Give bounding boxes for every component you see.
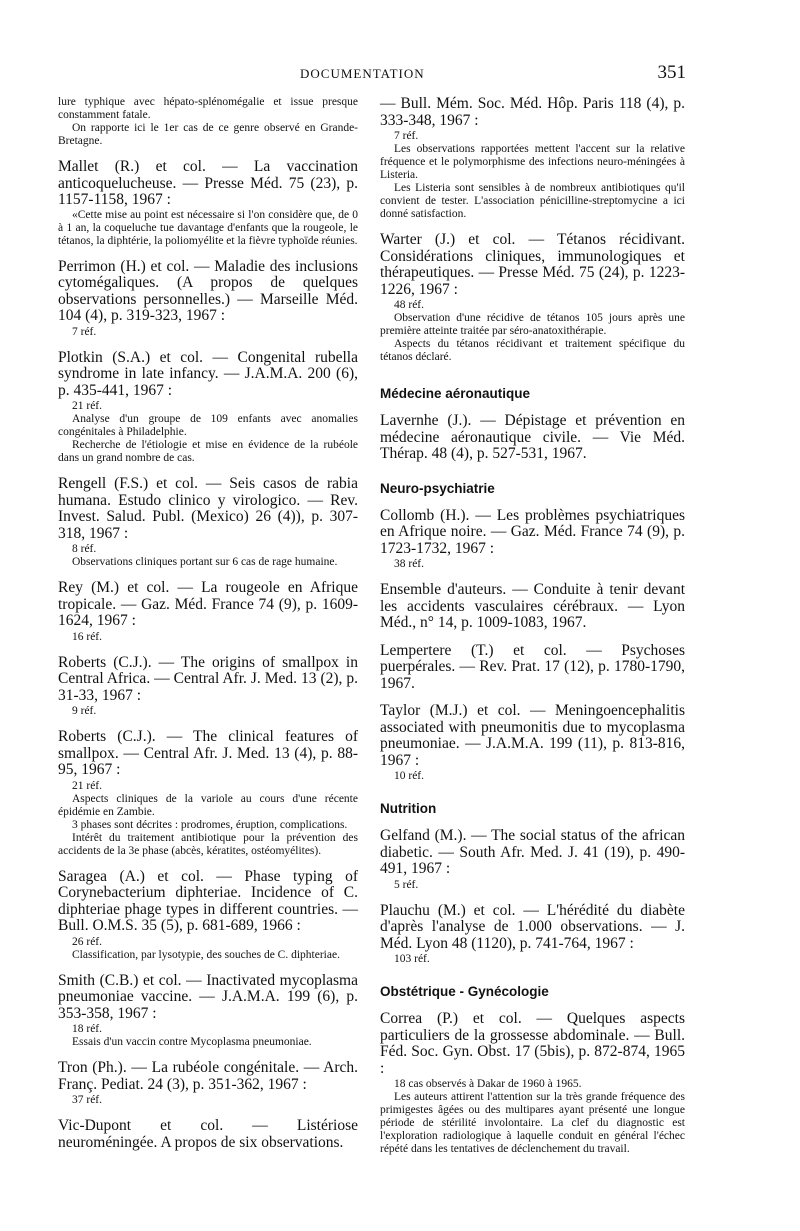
left-column — [58, 96, 358, 1162]
entry-note: Classification, par lysotypie, des souches de C. diphteriae. — [72, 948, 340, 961]
entry-citation: Tron (Ph.). — La rubéole congénitale. — Arch. Franç. Pediat. 24 (3), p. 351-362, 1967 : — [58, 1059, 358, 1093]
entry-citation: Saragea (A.) et col. — Phase typing of Corynebacterium diphteriae. Incidence of C. diphteriae phage types in different countries. — Bull. O.M.S. 35 (5), p. 681-689, 1966 : — [58, 867, 358, 934]
page-header — [0, 64, 800, 88]
bibliography-entry — [58, 869, 358, 962]
entry-ref-count: 38 réf. — [394, 558, 425, 570]
bibliography-entry — [58, 580, 358, 644]
page-number: 351 — [657, 62, 686, 83]
entry-citation: Taylor (M.J.) et col. — Meningoencephalitis associated with pneumonitis due to mycoplasma pneumoniae. — J.A.M.A. 199 (11), p. 813-816, 1967 : — [380, 702, 685, 769]
entry-citation: Lavernhe (J.). — Dépistage et prévention en médecine aéronautique civile. — Vie Méd. Thérap. 48 (4), p. 527-531, 1967. — [380, 412, 685, 462]
warter-entry — [380, 232, 685, 364]
entry-citation: Smith (C.B.) et col. — Inactivated mycoplasma pneumoniae vaccine. — J.A.M.A. 199 (6), p. 353-358, 1967 : — [58, 971, 358, 1022]
entry-citation: Gelfand (M.). — The social status of the african diabetic. — South Afr. Med. J. 41 (19), p. 490-491, 1967 : — [380, 827, 685, 877]
section-heading: Obstétrique - Gynécologie — [380, 984, 549, 999]
section-heading: Médecine aéronautique — [380, 386, 531, 401]
intro-continuation — [58, 96, 358, 148]
entry-citation: Vic-Dupont et col. — Listériose neuroméningée. A propos de six observations. — [58, 1117, 358, 1151]
bibliography-entry — [58, 259, 358, 339]
entry-note: Aspects du tétanos récidivant et traitement spécifique du tétanos déclaré. — [380, 338, 685, 363]
entry-ref-count: 7 réf. — [394, 130, 419, 142]
entry-note: Les Listeria sont sensibles à de nombreux antibiotiques qu'il convient de tester. L'association pénicilline-streptomycine a ici donné satisfaction. — [380, 182, 685, 220]
continuation-entry — [380, 96, 685, 221]
entry-note: Aspects cliniques de la variole au cours d'une récente épidémie en Zambie. — [58, 792, 358, 818]
section-heading: Neuro-psychiatrie — [380, 480, 495, 496]
bibliography-entry — [380, 828, 685, 892]
entry-note: Recherche de l'étiologie et mise en évidence de la rubéole dans un grand nombre de cas. — [58, 439, 358, 464]
bibliography-entry — [380, 508, 685, 572]
right-sections — [380, 386, 685, 1156]
entry-note: Intérêt du traitement antibiotique pour la prévention des accidents de la 3e phase (abcès, kératites, ostéomyélites). — [58, 831, 358, 857]
running-title: DOCUMENTATION — [300, 66, 425, 81]
entry-citation: Rey (M.) et col. — La rougeole en Afrique tropicale. — Gaz. Méd. France 74 (9), p. 1609-1624, 1967 : — [58, 579, 358, 629]
entry-note: Les auteurs attirent l'attention sur la très grande fréquence des primigestes âgées ou des multipares ayant présenté une longue période de stérilité involontaire. La clef du diagnostic est l'exploration radiologique à laquelle conduit en général l'échec répété dans les tentatives de déclenchement du travail. — [380, 1091, 685, 1155]
entry-note: 3 phases sont décrites : prodromes, éruption, complications. — [72, 818, 348, 831]
entry-ref-count: 21 réf. — [72, 400, 103, 412]
bibliography-entry — [380, 903, 685, 967]
bibliography-entry — [58, 1118, 358, 1151]
entry-ref-count: 8 réf. — [72, 543, 97, 555]
entry-ref-count: 5 réf. — [394, 878, 419, 891]
bibliography-entry — [380, 703, 685, 783]
entry-citation: Roberts (C.J.). — The origins of smallpox in Central Africa. — Central Afr. J. Med. 13 (2), p. 31-33, 1967 : — [58, 653, 358, 704]
bibliography-entry — [58, 973, 358, 1050]
intro-line: lure typhique avec hépato-splénomégalie et issue presque constamment fatale. — [58, 96, 358, 121]
entry-ref-count: 16 réf. — [72, 630, 103, 643]
entry-citation: Warter (J.) et col. — Tétanos récidivant. Considérations cliniques, immunologiques et thérapeutiques. — Presse Méd. 75 (24), p. 1223-1226, 1967 : — [380, 231, 685, 298]
entry-citation: Plauchu (M.) et col. — L'hérédité du diabète d'après l'analyse de 1.000 observations. — J. Méd. Lyon 48 (1120), p. 741-764, 1967 : — [380, 901, 685, 952]
entry-citation: Perrimon (H.) et col. — Maladie des inclusions cytomégaliques. (A propos de quelques observations personnelles.) — Marseille Méd. 104 (4), p. 319-323, 1967 : — [58, 257, 358, 324]
entry-citation: Correa (P.) et col. — Quelques aspects particuliers de la grossesse abdominale. — Bull. Féd. Soc. Gyn. Obst. 17 (5bis), p. 872-874, 1965 : — [380, 1010, 685, 1077]
entry-ref-count: 103 réf. — [394, 953, 430, 965]
entry-note: Analyse d'un groupe de 109 enfants avec anomalies congénitales à Philadelphie. — [58, 413, 358, 438]
bibliography-entry — [380, 413, 685, 463]
bibliography-entry — [58, 350, 358, 466]
section — [380, 386, 685, 463]
bibliography-entry — [58, 476, 358, 569]
bibliography-entry — [58, 1060, 358, 1107]
bibliography-entry — [58, 729, 358, 858]
entry-citation: Collomb (H.). — Les problèmes psychiatriques en Afrique noire. — Gaz. Méd. France 74 (9), p. 1723-1732, 1967 : — [380, 506, 685, 557]
entry-ref-count: 21 réf. — [72, 779, 103, 792]
entry-ref-count: 9 réf. — [72, 705, 97, 717]
entry-note: Essais d'un vaccin contre Mycoplasma pneumoniae. — [72, 1036, 312, 1048]
entry-citation: Rengell (F.S.) et col. — Seis casos de rabia humana. Estudo clinico y virologico. — Rev. Invest. Salud. Publ. (Mexico) 26 (4)), p. 307-318, 1967 : — [58, 475, 358, 542]
entry-citation: — Bull. Mém. Soc. Méd. Hôp. Paris 118 (4), p. 333-348, 1967 : — [380, 95, 685, 129]
entry-ref-count: 48 réf. — [394, 299, 425, 311]
entry-citation: Plotkin (S.A.) et col. — Congenital rubella syndrome in late infancy. — J.A.M.A. 200 (6), p. 435-441, 1967 : — [58, 348, 358, 399]
entry-ref-count: 37 réf. — [72, 1094, 103, 1106]
bibliography-entry — [58, 159, 358, 248]
entry-note: «Cette mise au point est nécessaire si l'on considère que, de 0 à 1 an, la coqueluche tue davantage d'enfants que la rougeole, le tétanos, la diphtérie, la poliomyélite et la fièvre typhoïde réunies. — [58, 208, 358, 247]
left-entries — [58, 159, 358, 1151]
entry-citation: Lempertere (T.) et col. — Psychoses puerpérales. — Rev. Prat. 17 (12), p. 1780-1790, 1967. — [380, 641, 685, 692]
entry-ref-count: 10 réf. — [394, 770, 425, 782]
section — [380, 801, 685, 966]
section-heading: Nutrition — [380, 801, 437, 816]
entry-citation: Roberts (C.J.). — The clinical features of smallpox. — Central Afr. J. Med. 13 (4), p. 88-95, 1967 : — [58, 728, 358, 778]
entry-ref-count: 7 réf. — [72, 325, 97, 338]
entry-note: Les observations rapportées mettent l'accent sur la relative fréquence et le polymorphisme des infections neuro-méningées à Listeria. — [380, 143, 685, 181]
entry-ref-count: 18 réf. — [72, 1023, 103, 1035]
entry-ref-count: 18 cas observés à Dakar de 1960 à 1965. — [394, 1078, 582, 1090]
bibliography-entry — [380, 582, 685, 632]
section — [380, 481, 685, 784]
entry-citation: Mallet (R.) et col. — La vaccination anticoquelucheuse. — Presse Méd. 75 (23), p. 1157-1158, 1967 : — [58, 158, 358, 208]
entry-note: Observations cliniques portant sur 6 cas de rage humaine. — [72, 556, 338, 568]
section — [380, 984, 685, 1156]
bibliography-entry — [380, 1011, 685, 1156]
right-column — [380, 96, 685, 1167]
bibliography-entry — [58, 655, 358, 719]
entry-ref-count: 26 réf. — [72, 935, 103, 948]
bibliography-entry — [380, 643, 685, 693]
entry-note: Observation d'une récidive de tétanos 105 jours après une première atteinte traitée par séro-anatoxithérapie. — [380, 312, 685, 337]
entry-citation: Ensemble d'auteurs. — Conduite à tenir devant les accidents vasculaires cérébraux. — Lyon Méd., n° 14, p. 1009-1083, 1967. — [380, 581, 685, 631]
intro-note: On rapporte ici le 1er cas de ce genre observé en Grande-Bretagne. — [58, 122, 358, 147]
